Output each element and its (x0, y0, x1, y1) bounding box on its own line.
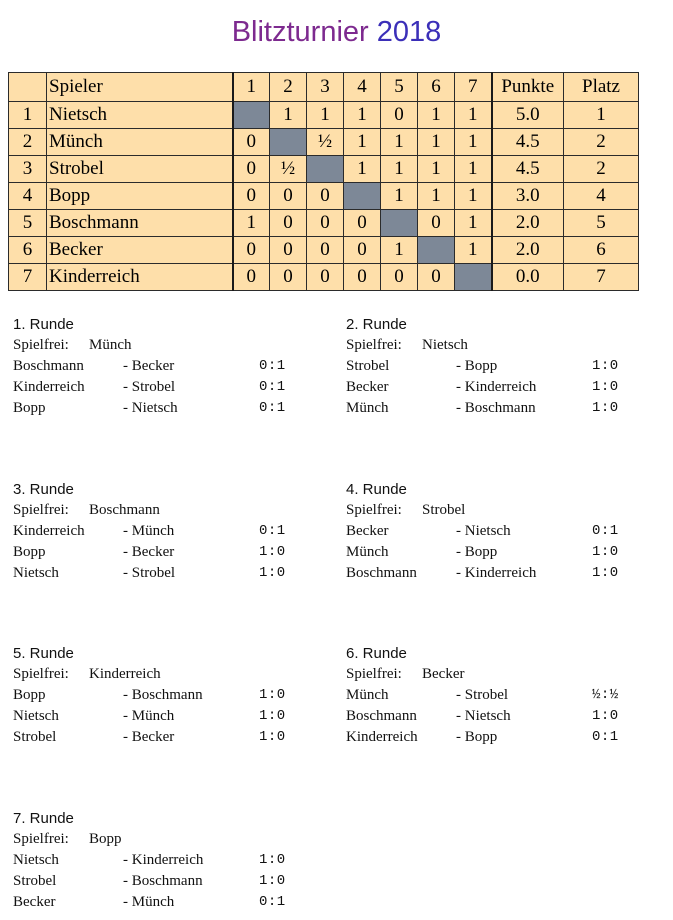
bye-player: Bopp (89, 831, 122, 847)
result-cell: 0 (344, 210, 381, 237)
result-cell: 0 (307, 210, 344, 237)
player-name: Strobel (47, 156, 233, 183)
blocked-cell (381, 210, 418, 237)
game-result: 1:0 (259, 687, 286, 703)
white-player: Kinderreich (13, 379, 85, 395)
black-player: - Boschmann (123, 873, 203, 889)
bye-player: Kinderreich (89, 666, 161, 682)
round-title: 7. Runde (13, 810, 74, 827)
place-cell: 7 (564, 264, 639, 291)
game-result: 0:1 (592, 523, 619, 539)
black-player: - Strobel (123, 565, 176, 581)
points-cell: 2.0 (492, 237, 564, 264)
bye-line (346, 335, 666, 356)
black-player: - Kinderreich (456, 379, 537, 395)
game-result: 1:0 (592, 358, 619, 374)
round-block (13, 479, 333, 584)
round-title: 6. Runde (346, 645, 407, 662)
result-cell: ½ (270, 156, 307, 183)
result-cell: 1 (381, 129, 418, 156)
bye-label: Spielfrei: (13, 502, 69, 518)
white-player: Becker (346, 379, 389, 395)
white-player: Münch (346, 687, 389, 703)
result-cell: 1 (455, 183, 492, 210)
row-number: 1 (9, 102, 47, 129)
round-block (13, 808, 333, 913)
table-row (9, 210, 639, 237)
game-result: 1:0 (592, 708, 619, 724)
white-player: Kinderreich (13, 523, 85, 539)
blocked-cell (455, 264, 492, 291)
game-row (13, 398, 333, 419)
header-cell: Punkte (492, 73, 564, 102)
title-year: 2018 (376, 16, 442, 48)
black-player: - Nietsch (123, 400, 178, 416)
game-row (13, 521, 333, 542)
result-cell: 1 (381, 183, 418, 210)
result-cell: 1 (455, 237, 492, 264)
white-player: Becker (13, 894, 56, 910)
white-player: Münch (346, 544, 389, 560)
row-number: 6 (9, 237, 47, 264)
white-player: Boschmann (346, 708, 417, 724)
white-player: Nietsch (13, 852, 59, 868)
game-row (346, 356, 666, 377)
row-number: 5 (9, 210, 47, 237)
row-number: 2 (9, 129, 47, 156)
black-player: - Münch (123, 894, 175, 910)
game-row (13, 542, 333, 563)
table-row (9, 264, 639, 291)
points-cell: 5.0 (492, 102, 564, 129)
player-name: Bopp (47, 183, 233, 210)
game-row (13, 892, 333, 913)
game-row (346, 727, 666, 748)
black-player: - Bopp (456, 358, 498, 374)
game-result: 1:0 (259, 565, 286, 581)
result-cell: 0 (307, 237, 344, 264)
result-cell: 0 (233, 183, 270, 210)
white-player: Strobel (13, 729, 57, 745)
place-cell: 1 (564, 102, 639, 129)
game-row (13, 850, 333, 871)
game-result: 0:1 (259, 358, 286, 374)
points-cell: 0.0 (492, 264, 564, 291)
result-cell: 1 (418, 129, 455, 156)
table-row (9, 156, 639, 183)
game-row (346, 706, 666, 727)
table-row (9, 129, 639, 156)
result-cell: 0 (233, 264, 270, 291)
points-cell: 4.5 (492, 156, 564, 183)
result-cell: 0 (270, 210, 307, 237)
black-player: - Boschmann (123, 687, 203, 703)
white-player: Bopp (13, 400, 46, 416)
game-result: 1:0 (259, 729, 286, 745)
result-cell: 0 (270, 237, 307, 264)
game-result: 1:0 (592, 565, 619, 581)
header-cell-blank (9, 73, 47, 102)
header-cell: 4 (344, 73, 381, 102)
game-result: 1:0 (259, 708, 286, 724)
bye-line (13, 335, 333, 356)
result-cell: 0 (233, 156, 270, 183)
bye-line (346, 500, 666, 521)
result-cell: 0 (307, 183, 344, 210)
game-result: ½:½ (592, 687, 619, 703)
result-cell: 0 (233, 237, 270, 264)
black-player: - Becker (123, 729, 175, 745)
result-cell: 1 (344, 156, 381, 183)
blocked-cell (233, 102, 270, 129)
bye-label: Spielfrei: (346, 337, 402, 353)
black-player: - Boschmann (456, 400, 536, 416)
result-cell: 0 (233, 129, 270, 156)
black-player: - Strobel (456, 687, 509, 703)
result-cell: 1 (455, 156, 492, 183)
player-name: Boschmann (47, 210, 233, 237)
bye-line (13, 829, 333, 850)
game-row (346, 398, 666, 419)
game-row (346, 685, 666, 706)
game-row (346, 563, 666, 584)
result-cell: 1 (418, 156, 455, 183)
game-row (13, 727, 333, 748)
player-name: Kinderreich (47, 264, 233, 291)
header-cell: 2 (270, 73, 307, 102)
white-player: Bopp (13, 687, 46, 703)
bye-label: Spielfrei: (346, 502, 402, 518)
result-cell: 0 (418, 264, 455, 291)
black-player: - Becker (123, 544, 175, 560)
white-player: Boschmann (346, 565, 417, 581)
header-cell: 3 (307, 73, 344, 102)
header-cell: 6 (418, 73, 455, 102)
header-cell: 1 (233, 73, 270, 102)
player-name: Becker (47, 237, 233, 264)
result-cell: 0 (270, 264, 307, 291)
place-cell: 2 (564, 156, 639, 183)
game-result: 0:1 (259, 894, 286, 910)
game-row (13, 563, 333, 584)
result-cell: 1 (233, 210, 270, 237)
bye-player: Becker (422, 666, 465, 682)
game-row (13, 356, 333, 377)
game-row (13, 685, 333, 706)
game-result: 1:0 (259, 544, 286, 560)
blocked-cell (270, 129, 307, 156)
row-number: 7 (9, 264, 47, 291)
result-cell: 1 (455, 102, 492, 129)
black-player: - Nietsch (456, 523, 511, 539)
black-player: - Münch (123, 523, 175, 539)
round-block (346, 643, 666, 748)
game-result: 1:0 (592, 400, 619, 416)
result-cell: 0 (381, 264, 418, 291)
result-cell: 1 (307, 102, 344, 129)
bye-player: Nietsch (422, 337, 468, 353)
result-cell: 0 (381, 102, 418, 129)
header-cell: 5 (381, 73, 418, 102)
game-row (346, 521, 666, 542)
bye-label: Spielfrei: (13, 337, 69, 353)
header-cell: Platz (564, 73, 639, 102)
round-title: 3. Runde (13, 481, 74, 498)
result-cell: 1 (418, 102, 455, 129)
row-number: 3 (9, 156, 47, 183)
header-cell: 7 (455, 73, 492, 102)
round-block (346, 314, 666, 419)
black-player: - Kinderreich (123, 852, 204, 868)
game-result: 1:0 (592, 379, 619, 395)
place-cell: 6 (564, 237, 639, 264)
round-title: 4. Runde (346, 481, 407, 498)
black-player: - Becker (123, 358, 175, 374)
game-row (346, 542, 666, 563)
game-result: 1:0 (592, 544, 619, 560)
game-result: 1:0 (259, 852, 286, 868)
points-cell: 2.0 (492, 210, 564, 237)
place-cell: 2 (564, 129, 639, 156)
page-title (0, 16, 673, 49)
blocked-cell (418, 237, 455, 264)
white-player: Nietsch (13, 708, 59, 724)
result-cell: 0 (344, 264, 381, 291)
black-player: - Nietsch (456, 708, 511, 724)
bye-player: Boschmann (89, 502, 160, 518)
game-row (13, 377, 333, 398)
result-cell: 0 (418, 210, 455, 237)
points-cell: 3.0 (492, 183, 564, 210)
white-player: Nietsch (13, 565, 59, 581)
result-cell: 1 (270, 102, 307, 129)
white-player: Münch (346, 400, 389, 416)
bye-label: Spielfrei: (13, 831, 69, 847)
result-cell: 1 (344, 102, 381, 129)
result-cell: 1 (381, 237, 418, 264)
white-player: Kinderreich (346, 729, 418, 745)
game-result: 0:1 (259, 379, 286, 395)
black-player: - Münch (123, 708, 175, 724)
game-result: 0:1 (592, 729, 619, 745)
place-cell: 4 (564, 183, 639, 210)
black-player: - Kinderreich (456, 565, 537, 581)
round-block (346, 479, 666, 584)
blocked-cell (344, 183, 381, 210)
bye-line (13, 500, 333, 521)
white-player: Boschmann (13, 358, 84, 374)
result-cell: 0 (307, 264, 344, 291)
game-row (346, 377, 666, 398)
table-row (9, 237, 639, 264)
white-player: Bopp (13, 544, 46, 560)
result-cell: 1 (381, 156, 418, 183)
round-block (13, 314, 333, 419)
bye-line (13, 664, 333, 685)
game-result: 0:1 (259, 523, 286, 539)
result-cell: 0 (344, 237, 381, 264)
black-player: - Strobel (123, 379, 176, 395)
round-title: 5. Runde (13, 645, 74, 662)
row-number: 4 (9, 183, 47, 210)
header-cell: Spieler (47, 73, 233, 102)
game-result: 0:1 (259, 400, 286, 416)
table-row (9, 102, 639, 129)
bye-line (346, 664, 666, 685)
result-cell: 1 (344, 129, 381, 156)
bye-player: Münch (89, 337, 132, 353)
table-row (9, 183, 639, 210)
black-player: - Bopp (456, 544, 498, 560)
title-text: Blitzturnier (231, 16, 369, 48)
black-player: - Bopp (456, 729, 498, 745)
white-player: Strobel (13, 873, 57, 889)
player-name: Münch (47, 129, 233, 156)
bye-label: Spielfrei: (13, 666, 69, 682)
result-cell: ½ (307, 129, 344, 156)
bye-player: Strobel (422, 502, 466, 518)
round-title: 2. Runde (346, 316, 407, 333)
game-row (13, 706, 333, 727)
player-name: Nietsch (47, 102, 233, 129)
result-cell: 1 (455, 210, 492, 237)
bye-label: Spielfrei: (346, 666, 402, 682)
white-player: Strobel (346, 358, 390, 374)
round-block (13, 643, 333, 748)
game-result: 1:0 (259, 873, 286, 889)
white-player: Becker (346, 523, 389, 539)
crosstable (8, 72, 639, 291)
blocked-cell (307, 156, 344, 183)
result-cell: 1 (455, 129, 492, 156)
place-cell: 5 (564, 210, 639, 237)
round-title: 1. Runde (13, 316, 74, 333)
table-header-row (9, 73, 639, 102)
result-cell: 0 (270, 183, 307, 210)
result-cell: 1 (418, 183, 455, 210)
points-cell: 4.5 (492, 129, 564, 156)
game-row (13, 871, 333, 892)
